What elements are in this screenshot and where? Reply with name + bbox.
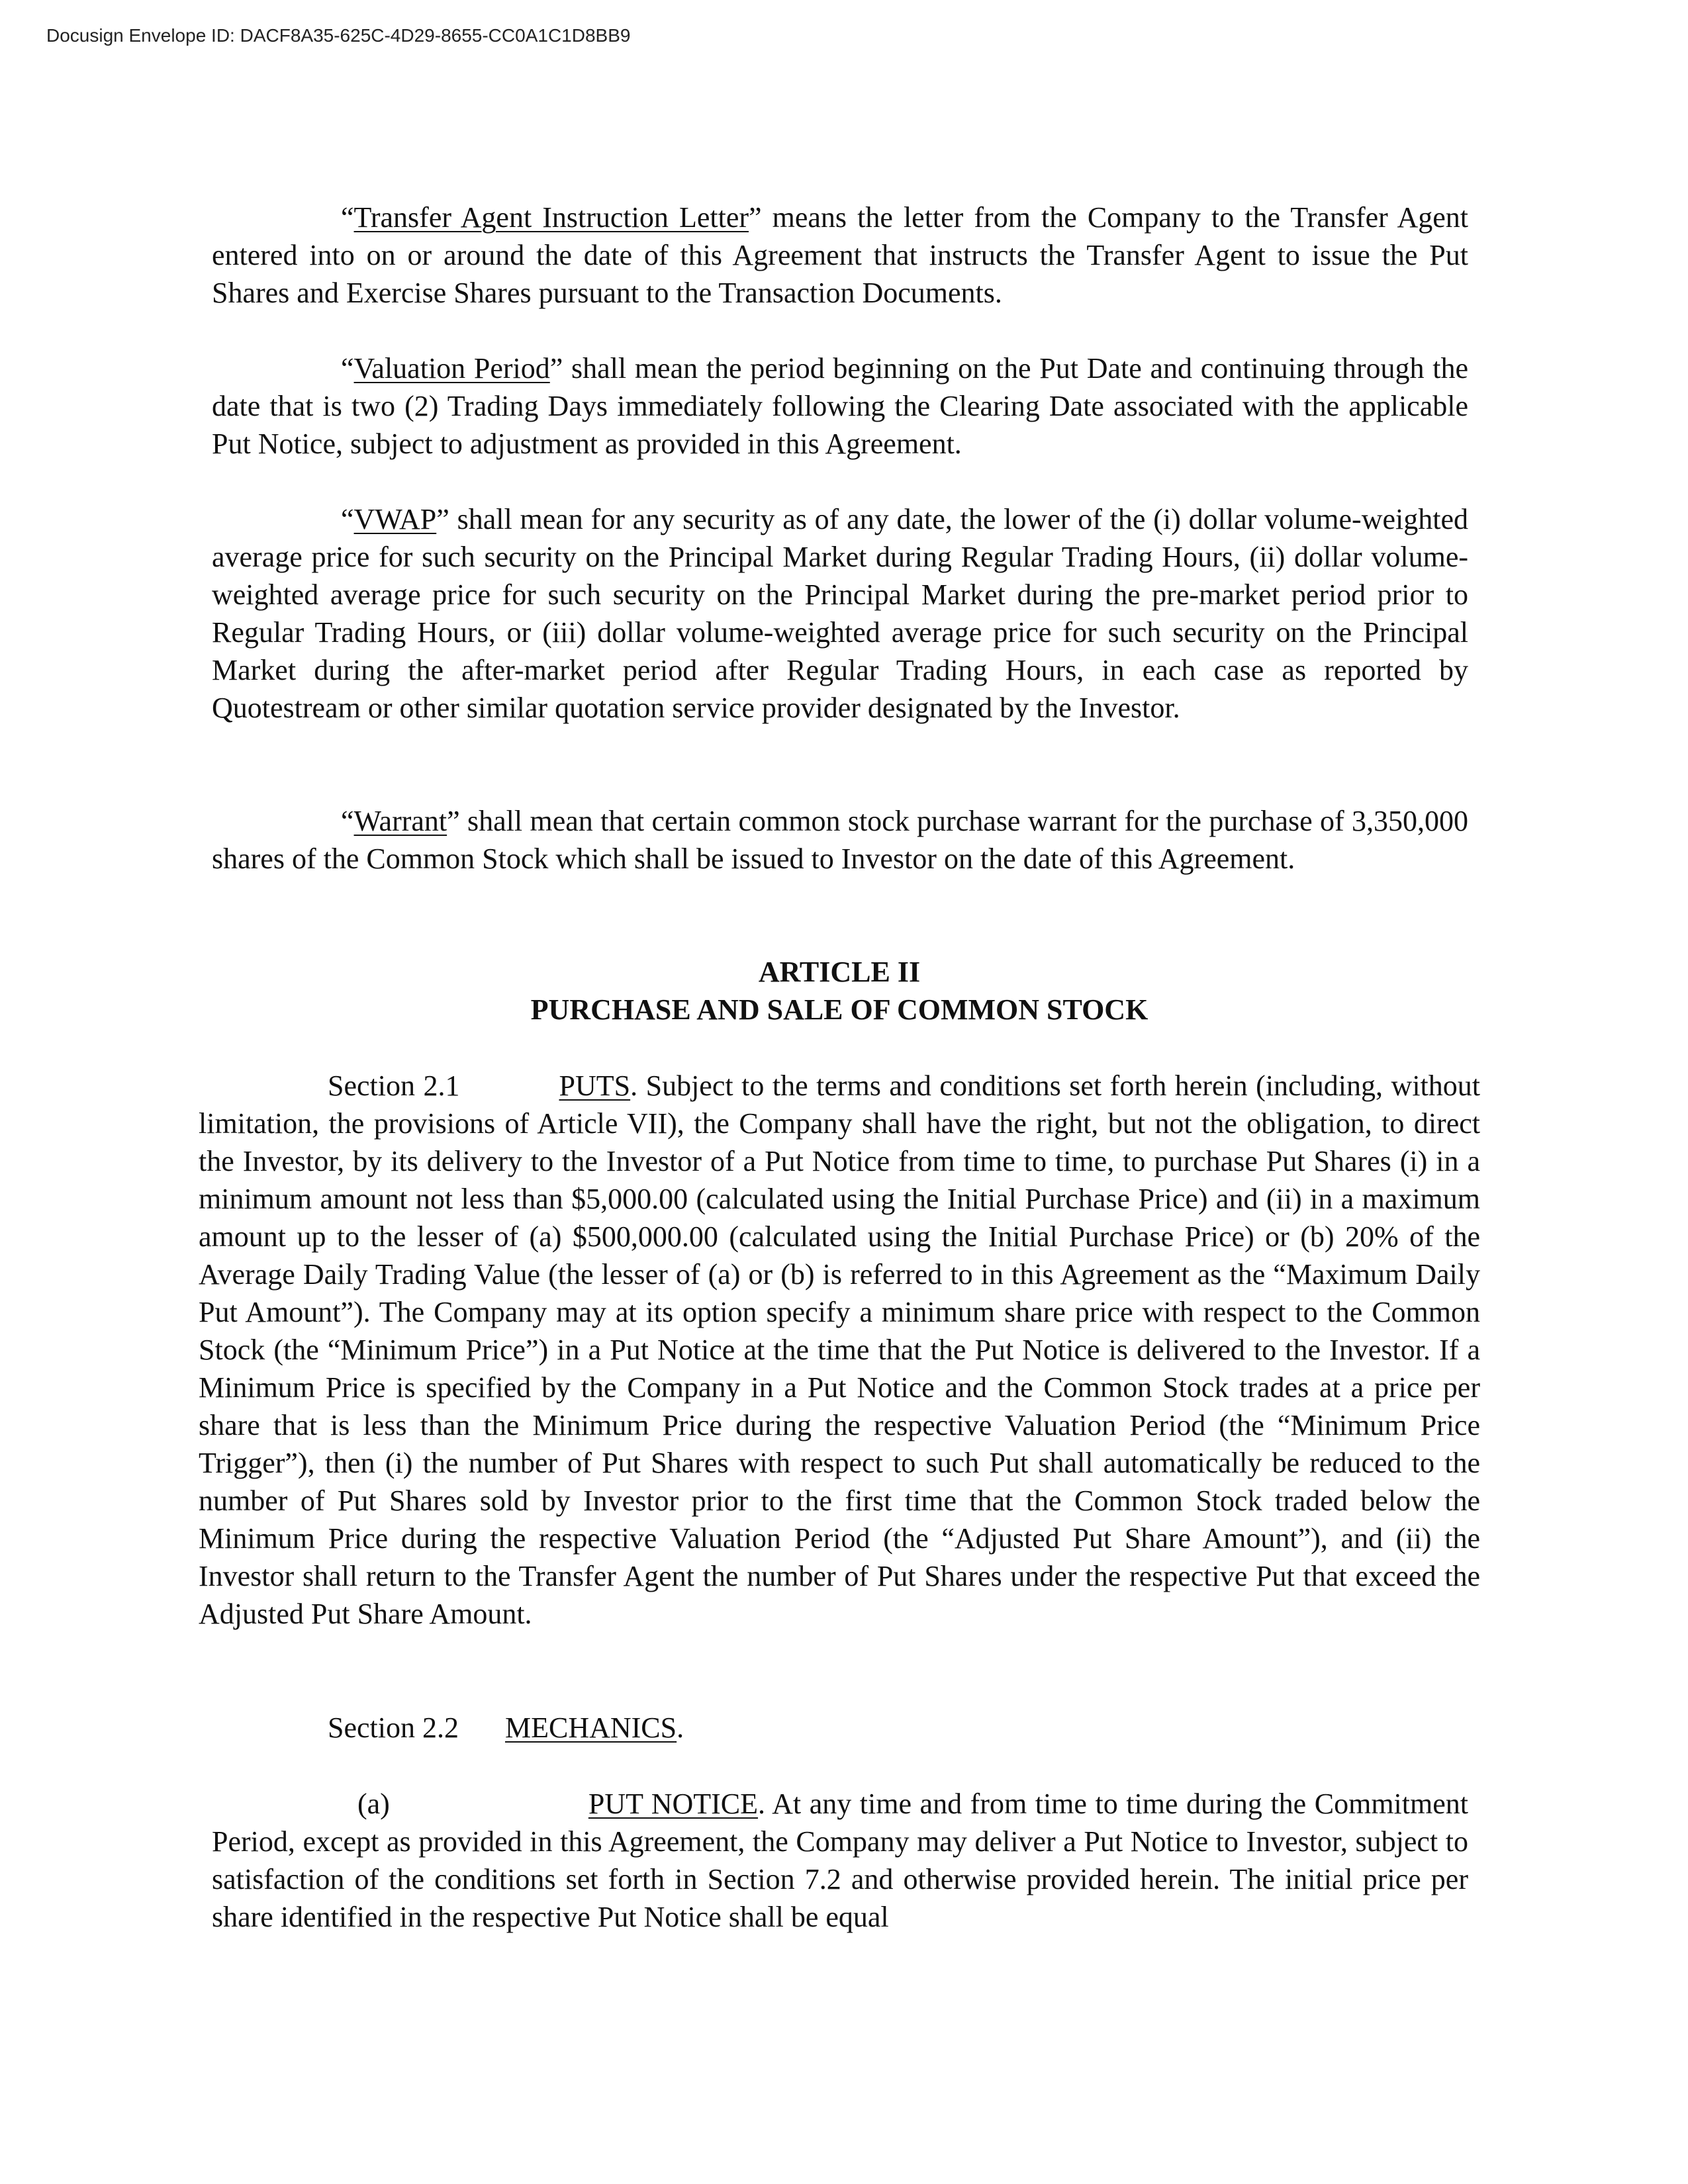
definition-text: means the letter from the Company to the Transfer Agent entered into on or around the date of this Agreement that instructs the Transfer Agent to issue the Put Shares and Exercise Shares pursuant to the Transaction Documents. bbox=[212, 201, 1468, 309]
section-2-2: Section 2.2 MECHANICS. bbox=[328, 1711, 684, 1744]
definition-text: shall mean the period beginning on the Put Date and continuing through the date that is two (2) Trading Days immediately following the Clearing Date associated with the applicable Put Notice, subject to adjustment as provided in this Agreement. bbox=[212, 352, 1468, 460]
subsection-label: (a) bbox=[357, 1788, 390, 1820]
definition-warrant: “Warrant” shall mean that certain common stock purchase warrant for the purchase of 3,350,000 shares of the Common Stock which shall be issued to Investor on the date of this Agreement. bbox=[212, 805, 1468, 875]
section-label: Section 2.1 bbox=[328, 1069, 460, 1102]
definition-text: shall mean for any security as of any date, the lower of the (i) dollar volume-weighted average price for such security on the Principal Market during Regular Trading Hours, (ii) dollar volume-weighted average price for such security on the Principal Market during the pre-market period prior to Regular Trading Hours, or (iii) dollar volume-weighted average price for such security on the Principal Market during the after-market period after Regular Trading Hours, in each case as reported by Quotestream or other similar quotation service provider designated by the Investor. bbox=[212, 503, 1468, 724]
subsection-a-put-notice bbox=[212, 1785, 1468, 1936]
article-number: ARTICLE II bbox=[758, 956, 921, 988]
section-2-1 bbox=[199, 1067, 1480, 1633]
definition-vwap: “VWAP” shall mean for any security as of any date, the lower of the (i) dollar volume-weighted average price for such security on the Principal Market during Regular Trading Hours, (ii) dollar volume-weighted average price for such security on the Principal Market during the pre-market period prior to Regular Trading Hours, or (iii) dollar volume-weighted average price for such security on the Principal Market during the after-market period after Regular Trading Hours, in each case as reported by Quotestream or other similar quotation service provider designated by the Investor. bbox=[212, 503, 1468, 724]
defined-term: Valuation Period bbox=[353, 352, 550, 385]
defined-term: Transfer Agent Instruction Letter bbox=[353, 201, 749, 234]
section-heading-puts: PUTS bbox=[559, 1069, 631, 1102]
definition-valuation-period: “Valuation Period” shall mean the period beginning on the Put Date and continuing through the date that is two (2) Trading Days immediately following the Clearing Date associated with the applicable Put Notice, subject to adjustment as provided in this Agreement. bbox=[212, 352, 1468, 460]
definition-transfer-agent-instruction-letter: “Transfer Agent Instruction Letter” means the letter from the Company to the Transfer Agent entered into on or around the date of this Agreement that instructs the Transfer Agent to issue the Put Shares and Exercise Shares pursuant to the Transaction Documents. bbox=[212, 201, 1468, 309]
article-title: PURCHASE AND SALE OF COMMON STOCK bbox=[530, 993, 1149, 1026]
subsection-body: . At any time and from time to time during the Commitment Period, except as provided in this Agreement, the Company may deliver a Put Notice to Investor, subject to satisfaction of the conditions set forth in Section 7.2 and otherwise provided herein. The initial price per share identified in the respective Put Notice shall be equal bbox=[212, 1788, 1468, 1933]
section-body: . Subject to the terms and conditions set forth herein (including, without limitation, the provisions of Article VII), the Company shall have the right, but not the obligation, to direct the Investor, by its delivery to the Investor of a Put Notice from time to time, to purchase Put Shares (i) in a minimum amount not less than $5,000.00 (calculated using the Initial Purchase Price) and (ii) in a maximum amount up to the lesser of (a) $500,000.00 (calculated using the Initial Purchase Price) or (b) 20% of the Average Daily Trading Value (the lesser of (a) or (b) is referred to in this Agreement as the “Maximum Daily Put Amount”). The Company may at its option specify a minimum share price with respect to the Common Stock (the “Minimum Price”) in a Put Notice at the time that the Put Notice is delivered to the Investor. If a Minimum Price is specified by the Company in a Put Notice and the Common Stock trades at a price per share that is less than the Minimum Price during the respective Valuation Period (the “Minimum Price Trigger”), then (i) the number of Put Shares with respect to such Put shall automatically be reduced to the number of Put Shares sold by Investor prior to the first time that the Common Stock traded below the Minimum Price during the respective Valuation Period (the “Adjusted Put Share Amount”), and (ii) the Investor shall return to the Transfer Agent the number of Put Shares under the respective Put that exceed the Adjusted Put Share Amount. bbox=[199, 1069, 1480, 1630]
section-heading-mechanics: MECHANICS bbox=[504, 1711, 677, 1744]
defined-term: VWAP bbox=[353, 503, 437, 535]
defined-term: Warrant bbox=[353, 805, 447, 837]
section-label: Section 2.2 bbox=[328, 1711, 459, 1744]
docusign-envelope-id: Docusign Envelope ID: DACF8A35-625C-4D29-8655-CC0A1C1D8BB9 bbox=[46, 25, 631, 46]
subsection-heading-put-notice: PUT NOTICE bbox=[588, 1788, 759, 1820]
definition-text: shall mean that certain common stock purchase warrant for the purchase of 3,350,000 shares of the Common Stock which shall be issued to Investor on the date of this Agreement. bbox=[212, 805, 1468, 875]
